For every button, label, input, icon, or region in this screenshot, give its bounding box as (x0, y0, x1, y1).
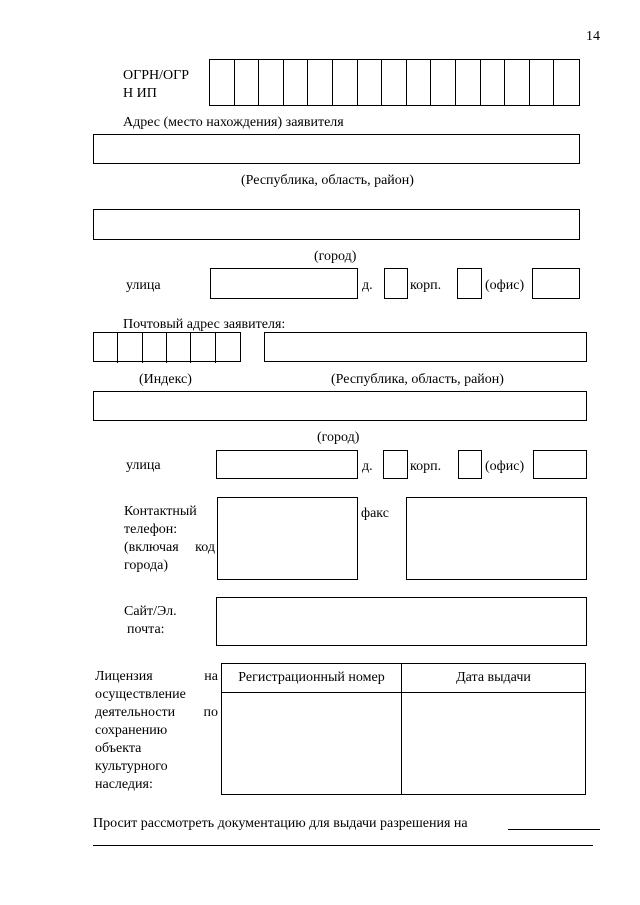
postal-city-caption: (город) (317, 430, 360, 445)
site-email-label-line: Сайт/Эл. (124, 604, 177, 619)
license-label-line: культурного (95, 759, 168, 774)
license-label-line: осуществление (95, 687, 186, 702)
postal-office-label: (офис) (485, 459, 525, 474)
license-issue-date-cell[interactable] (402, 693, 586, 795)
license-label-line: объекта (95, 741, 142, 756)
site-email-input[interactable] (216, 597, 587, 646)
address-street-label: улица (126, 278, 161, 293)
phone-label-line: города) (124, 558, 168, 573)
address-office-input[interactable] (532, 268, 580, 299)
postal-index-input[interactable] (93, 332, 241, 362)
postal-city-input[interactable] (93, 391, 587, 421)
postal-building-input[interactable] (458, 450, 482, 479)
license-table (221, 663, 586, 795)
postal-street-label: улица (126, 458, 161, 473)
address-region-input[interactable] (93, 134, 580, 164)
ogrn-input[interactable] (209, 59, 580, 106)
fax-input[interactable] (406, 497, 587, 580)
phone-label-line: телефон: (124, 522, 178, 537)
license-label (95, 668, 218, 794)
request-text: Просит рассмотреть документацию для выдачи разрешения на (93, 816, 468, 831)
postal-index-cell[interactable] (94, 333, 216, 363)
address-house-label: д. (362, 278, 373, 293)
ogrn-label-line2: Н ИП (123, 86, 157, 101)
license-col-issue-date: Дата выдачи (402, 664, 586, 693)
phone-label-line: (включая код (124, 540, 215, 555)
address-city-input[interactable] (93, 209, 580, 240)
site-email-label-line: почта: (127, 622, 165, 637)
postal-street-input[interactable] (216, 450, 358, 479)
postal-index-caption: (Индекс) (139, 372, 192, 387)
request-permit-line[interactable] (508, 829, 600, 830)
license-label-line: Лицензия на (95, 669, 218, 684)
license-label-line: наследия: (95, 777, 153, 792)
license-reg-number-cell[interactable] (222, 693, 402, 795)
postal-house-label: д. (362, 459, 373, 474)
postal-house-input[interactable] (383, 450, 408, 479)
phone-input[interactable] (217, 497, 358, 580)
ogrn-cell[interactable] (210, 60, 554, 106)
address-street-input[interactable] (210, 268, 358, 299)
postal-building-label: корп. (410, 459, 442, 474)
phone-label (124, 503, 215, 575)
address-house-input[interactable] (384, 268, 408, 299)
license-label-line: сохранению (95, 723, 168, 738)
address-title: Адрес (место нахождения) заявителя (123, 115, 344, 130)
ogrn-label-line1: ОГРН/ОГР (123, 68, 189, 83)
postal-title: Почтовый адрес заявителя: (123, 317, 286, 332)
page-number: 14 (586, 29, 600, 44)
fax-label: факс (361, 506, 389, 521)
phone-label-line: Контактный (124, 504, 197, 519)
address-city-caption: (город) (314, 249, 357, 264)
postal-region-input[interactable] (264, 332, 587, 362)
license-label-line: деятельности по (95, 705, 218, 720)
license-col-reg-number: Регистрационный номер (222, 664, 402, 693)
address-building-input[interactable] (457, 268, 482, 299)
request-continuation-line[interactable] (93, 845, 593, 846)
address-region-caption: (Республика, область, район) (241, 173, 414, 188)
address-building-label: корп. (410, 278, 442, 293)
postal-office-input[interactable] (533, 450, 587, 479)
site-email-label (124, 603, 204, 639)
address-office-label: (офис) (485, 278, 525, 293)
postal-region-caption: (Республика, область, район) (331, 372, 504, 387)
